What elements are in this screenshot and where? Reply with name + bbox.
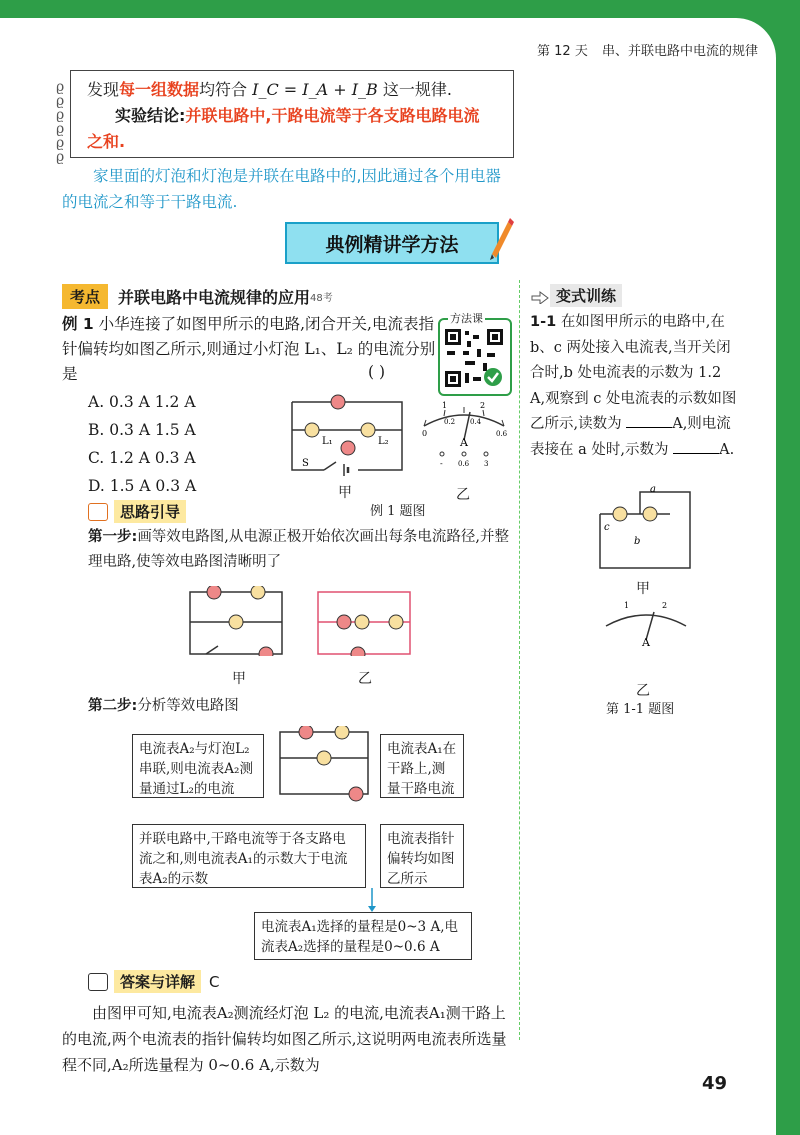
column-divider bbox=[519, 280, 520, 1040]
answer-icon bbox=[88, 973, 108, 991]
option-c: C. 1.2 A 0.3 A bbox=[88, 449, 196, 467]
qr-label: 方法课 bbox=[450, 312, 483, 325]
header-day: 第 12 天 bbox=[537, 44, 588, 59]
side-caption: 第 1-1 题图 bbox=[606, 702, 675, 717]
svg-text:b: b bbox=[634, 536, 641, 547]
note-line-2: 实验结论:并联电路中,干路电流等于各支路电路电流 bbox=[115, 106, 480, 125]
kaodian-title: 并联电路中电流规律的应用 bbox=[118, 288, 311, 307]
notebook-rings: ϱ ϱ ϱ ϱ ϱ ϱ bbox=[56, 79, 65, 165]
kaodian-count: 48考 bbox=[310, 293, 333, 304]
answer-explanation: 由图甲可知,电流表A₂测流经灯泡 L₂ 的电流,电流表A₁测干路上的电流,两个电流表的指针偏转均如图乙所示,这说明两电流表所选量程不同,A₂所选量程为 0~0.6 A,示数为 bbox=[62, 1004, 507, 1074]
flow-box-1: 电流表A₂与灯泡L₂串联,则电流表A₂测量通过L₂的电流 bbox=[132, 734, 264, 798]
tip-paragraph: 家里面的灯泡和灯泡是并联在电路中的,因此通过各个用电器的电流之和等于干路电流. bbox=[62, 167, 501, 211]
svg-text:c: c bbox=[604, 522, 610, 533]
svg-text:A: A bbox=[642, 636, 650, 649]
formula: I_C = I_A + I_B bbox=[252, 80, 378, 99]
svg-text:L₁: L₁ bbox=[322, 436, 333, 447]
answer-blank-2[interactable] bbox=[673, 453, 719, 454]
side-question: 1-1 在如图甲所示的电路中,在 b、c 两处接入电流表,当开关闭合时,b 处电流表的示数为 1.2 A,观察到 c 处电流表的示数如图乙所示,读数为 A,则电流表接在 a 处时,示数为 A. bbox=[530, 314, 737, 458]
example-label: 例 1 bbox=[62, 315, 94, 333]
svg-text:0.4: 0.4 bbox=[470, 418, 482, 426]
svg-text:1: 1 bbox=[442, 401, 448, 410]
answer-title: 答案与详解 bbox=[114, 970, 201, 993]
ammeter-a1-icon bbox=[341, 441, 355, 455]
svg-text:2: 2 bbox=[662, 601, 668, 610]
answer-bracket: ( ) bbox=[368, 363, 386, 381]
bulb-l1-icon bbox=[305, 423, 319, 437]
side-qnum: 1-1 bbox=[530, 314, 557, 330]
step1-circuit-yi bbox=[314, 586, 414, 656]
bulb-l2-icon bbox=[361, 423, 375, 437]
flow-arrow-icon bbox=[360, 888, 480, 918]
conclusion-note bbox=[70, 70, 514, 158]
svg-text:0.6: 0.6 bbox=[496, 430, 508, 438]
header-title: 串、并联电路中电流的规律 bbox=[601, 44, 758, 59]
svg-text:A: A bbox=[460, 436, 468, 449]
option-d: D. 1.5 A 0.3 A bbox=[88, 477, 197, 495]
side-yi-label: 乙 bbox=[636, 683, 650, 699]
qr-code[interactable] bbox=[438, 312, 512, 396]
note-line-1: 发现每一组数据均符合 I_C = I_A + I_B 这一规律. bbox=[87, 80, 452, 99]
section-banner: 典例精讲学方法 bbox=[285, 222, 499, 264]
side-heading bbox=[530, 284, 622, 307]
qr-pattern-icon bbox=[443, 327, 505, 389]
step1-circuit-jia bbox=[186, 586, 286, 656]
ammeter-dial bbox=[414, 400, 514, 470]
svg-text:S: S bbox=[302, 458, 309, 469]
flow-box-2: 电流表A₁在干路上,测量干路电流 bbox=[380, 734, 464, 798]
fig-jia-label: 甲 bbox=[338, 485, 352, 501]
pencil-icon bbox=[488, 216, 514, 262]
page-number: 49 bbox=[702, 1073, 728, 1094]
answer-blank-1[interactable] bbox=[626, 427, 672, 428]
ammeter-a2-icon bbox=[331, 395, 345, 409]
flow-box-4: 电流表指针偏转均如图乙所示 bbox=[380, 824, 464, 888]
silu-heading bbox=[88, 500, 186, 523]
side-jia-label: 甲 bbox=[636, 581, 650, 597]
side-ammeter-dial bbox=[596, 600, 696, 670]
example-text: 小华连接了如图甲所示的电路,闭合开关,电流表指针偏转均如图乙所示,则通过小灯泡 L₁、L₂ 的电流分别是 bbox=[62, 315, 436, 383]
flow-box-3: 并联电路中,干路电流等于各支路电流之和,则电流表A₁的示数大于电流表A₂的示数 bbox=[132, 824, 366, 888]
svg-text:1: 1 bbox=[624, 601, 630, 610]
fig-yi-label: 乙 bbox=[456, 487, 470, 503]
kaodian-tag: 考点 bbox=[62, 284, 108, 309]
side-title: 变式训练 bbox=[550, 284, 622, 307]
option-b: B. 0.3 A 1.5 A bbox=[88, 421, 196, 439]
note-line-3: 之和. bbox=[87, 132, 126, 151]
guide-icon bbox=[88, 503, 108, 521]
side-circuit-jia bbox=[590, 486, 700, 576]
circuit-jia bbox=[288, 392, 408, 482]
svg-text:0: 0 bbox=[422, 429, 428, 438]
running-header bbox=[537, 40, 758, 59]
flow-circuit bbox=[276, 726, 372, 802]
svg-text:2: 2 bbox=[480, 401, 486, 410]
side-q-text: 在如图甲所示的电路中,在 b、c 两处接入电流表,当开关闭合时,b 处电流表的示数为 1.2 A,观察到 c 处电流表的示数如图乙所示,读数为 bbox=[530, 314, 737, 432]
switch-icon bbox=[324, 462, 336, 470]
svg-text:3: 3 bbox=[484, 460, 489, 468]
hand-icon bbox=[530, 288, 550, 304]
step1-jia-label: 甲 bbox=[232, 671, 246, 687]
svg-text:0.2: 0.2 bbox=[444, 418, 456, 426]
svg-text:a: a bbox=[650, 486, 656, 495]
silu-title: 思路引导 bbox=[114, 500, 186, 523]
example-caption: 例 1 题图 bbox=[370, 504, 426, 519]
step-2: 第二步:分析等效电路图 bbox=[88, 698, 239, 714]
option-a: A. 0.3 A 1.2 A bbox=[88, 393, 196, 411]
step-1: 第一步:画等效电路图,从电源正极开始依次画出每条电流路径,并整理电路,使等效电路图清晰明了 bbox=[88, 529, 510, 570]
svg-text:0.6: 0.6 bbox=[458, 460, 470, 468]
answer-choice: C bbox=[209, 972, 220, 991]
answer-heading bbox=[88, 970, 220, 993]
svg-text:L₂: L₂ bbox=[378, 436, 389, 447]
example-options bbox=[88, 388, 196, 500]
step1-yi-label: 乙 bbox=[358, 671, 372, 687]
svg-text:-: - bbox=[440, 459, 443, 468]
flow-box-5: 电流表A₁选择的量程是0~3 A,电流表A₂选择的量程是0~0.6 A bbox=[254, 912, 472, 960]
kaodian-row bbox=[62, 284, 333, 309]
